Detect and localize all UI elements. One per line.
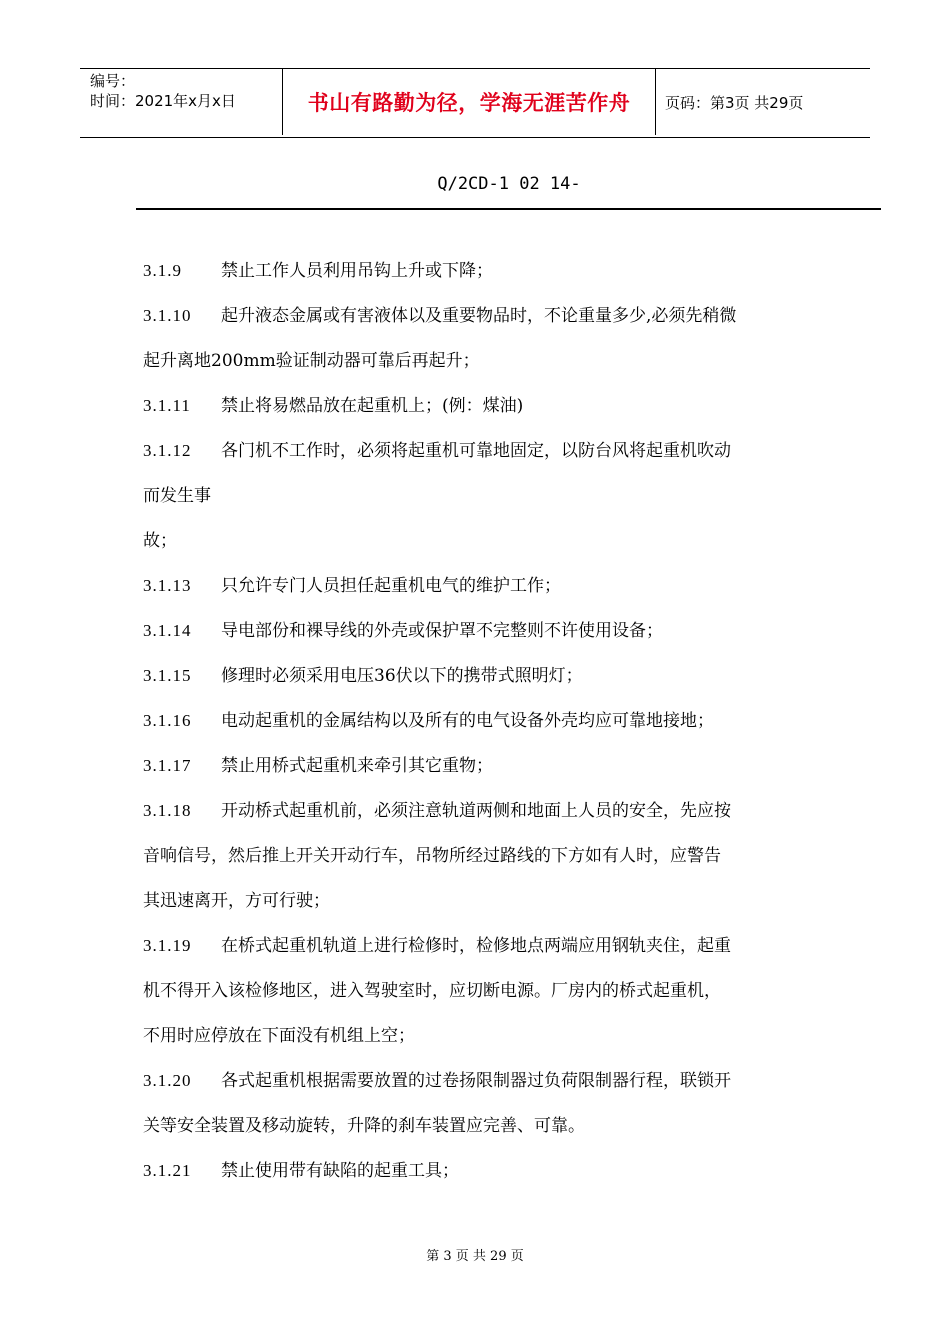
clause-text: 各式起重机根据需要放置的过卷扬限制器过负荷限制器行程，联锁开 (221, 1071, 731, 1091)
document-body (143, 254, 823, 1199)
document-number: Q/2CD-1 02 14- (437, 174, 581, 194)
continuation-line: 机不得开入该检修地区，进入驾驶室时，应切断电源。厂房内的桥式起重机， (143, 981, 721, 1001)
clause-text: 禁止用桥式起重机来牵引其它重物； (221, 756, 493, 776)
clause-number: 3.1.18 (143, 801, 192, 820)
clause-number: 3.1.9 (143, 261, 182, 280)
continuation-line: 故； (143, 531, 177, 551)
clause-number: 3.1.19 (143, 936, 192, 955)
clause-line (143, 659, 823, 704)
clause-number: 3.1.13 (143, 576, 192, 595)
clause-number: 3.1.12 (143, 441, 192, 460)
page-footer: 第 3 页 共 29 页 (426, 1249, 524, 1264)
clause-number: 3.1.11 (143, 396, 191, 415)
clause-number: 3.1.10 (143, 306, 192, 325)
clause-number: 3.1.14 (143, 621, 192, 640)
continuation-line: 起升离地200mm验证制动器可靠后再起升； (143, 351, 480, 371)
header-rule (136, 208, 881, 210)
header-meta (90, 71, 280, 111)
continuation-line: 关等安全装置及移动旋转，升降的刹车装置应完善、可靠。 (143, 1116, 585, 1136)
clause-text: 修理时必须采用电压36伏以下的携带式照明灯； (221, 666, 583, 686)
clause-number: 3.1.21 (143, 1161, 192, 1180)
clause-number: 3.1.16 (143, 711, 192, 730)
clause-text: 各门机不工作时，必须将起重机可靠地固定，以防台风将起重机吹动 (221, 441, 731, 461)
clause-text: 在桥式起重机轨道上进行检修时，检修地点两端应用钢轨夹住，起重 (221, 936, 731, 956)
page-info: 页码：第3页 共29页 (665, 93, 804, 112)
continuation-line: 而发生事 (143, 486, 211, 506)
clause-text: 开动桥式起重机前，必须注意轨道两侧和地面上人员的安全，先应按 (221, 801, 731, 821)
clause-number: 3.1.15 (143, 666, 192, 685)
clause-number: 3.1.17 (143, 756, 192, 775)
clause-line (143, 434, 823, 479)
clause-line (143, 1154, 823, 1199)
clause-line (143, 749, 823, 794)
time-label: 时间：2021年x月x日 (90, 92, 236, 110)
serial-label: 编号： (90, 72, 136, 90)
clause-text: 电动起重机的金属结构以及所有的电气设备外壳均应可靠地接地； (221, 711, 714, 731)
continuation-line: 其迅速离开，方可行驶； (143, 891, 330, 911)
clause-line (143, 929, 823, 974)
clause-line (143, 299, 823, 344)
page-header (80, 68, 870, 138)
clause-text: 起升液态金属或有害液体以及重要物品时，不论重量多少,必须先稍微 (221, 306, 737, 326)
clause-line (143, 569, 823, 614)
clause-line (143, 704, 823, 749)
continuation-line: 不用时应停放在下面没有机组上空； (143, 1026, 415, 1046)
clause-text: 禁止使用带有缺陷的起重工具； (221, 1161, 459, 1181)
clause-number: 3.1.20 (143, 1071, 192, 1090)
clause-text: 只允许专门人员担任起重机电气的维护工作； (221, 576, 561, 596)
clause-line (143, 254, 823, 299)
clause-text: 禁止工作人员利用吊钩上升或下降； (221, 261, 493, 281)
clause-line (143, 614, 823, 659)
clause-text: 导电部份和裸导线的外壳或保护罩不完整则不许使用设备； (221, 621, 663, 641)
motto: 书山有路勤为径，学海无涯苦作舟 (282, 69, 656, 135)
clause-line (143, 389, 823, 434)
clause-line (143, 1064, 823, 1109)
clause-line (143, 794, 823, 839)
clause-text: 禁止将易燃品放在起重机上；(例：煤油) (221, 396, 524, 416)
continuation-line: 音响信号，然后推上开关开动行车，吊物所经过路线的下方如有人时，应警告 (143, 846, 721, 866)
